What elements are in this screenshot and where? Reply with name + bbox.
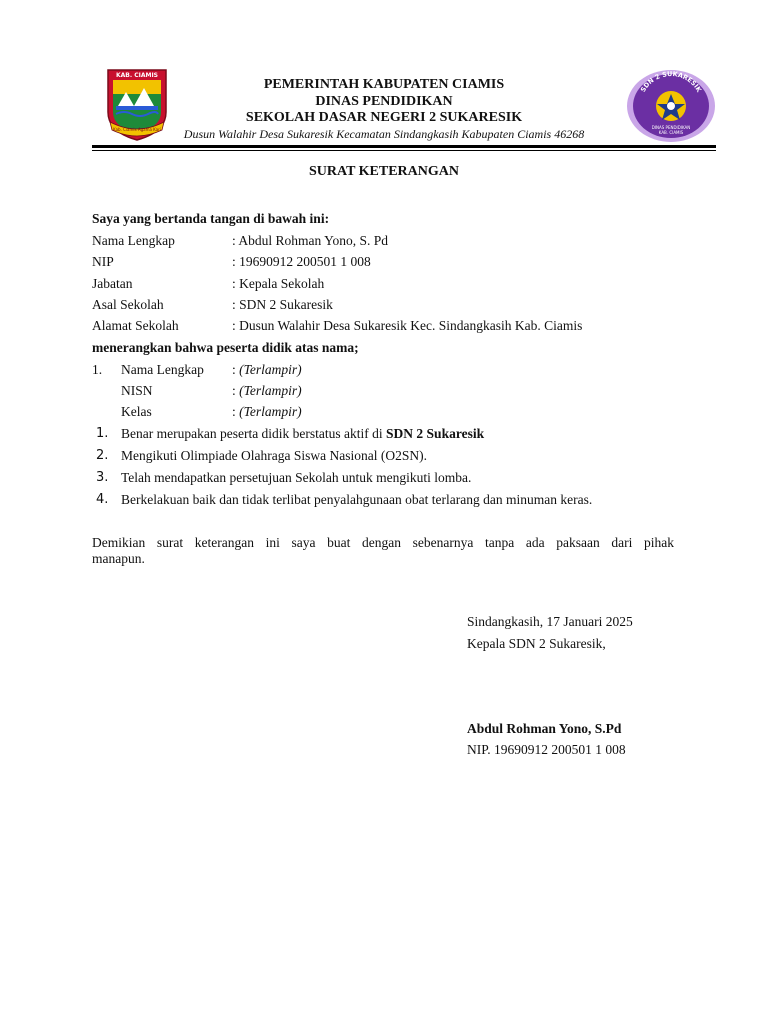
letterhead-department: DINAS PENDIDIKAN: [315, 94, 453, 109]
field-value-school-address: : Dusun Walahir Desa Sukaresik Kec. Sindangkasih Kab. Ciamis: [232, 318, 583, 333]
student-colon: :: [232, 383, 236, 398]
svg-text:DINAS PENDIDIKAN: DINAS PENDIDIKAN: [651, 125, 691, 130]
student-label-name: Nama Lengkap: [121, 362, 204, 377]
field-label-position: Jabatan: [92, 276, 133, 291]
letterhead-government: PEMERINTAH KABUPATEN CIAMIS: [263, 77, 505, 92]
svg-text:KAB. CIAMIS: KAB. CIAMIS: [658, 130, 684, 135]
student-label-nisn: NISN: [121, 383, 153, 398]
field-value-school: : SDN 2 Sukaresik: [232, 297, 333, 312]
signature-place-date: Sindangkasih, 17 Januari 2025: [467, 614, 633, 629]
document-title: SURAT KETERANGAN: [308, 164, 459, 179]
field-value-name: : Abdul Rohman Yono, S. Pd: [232, 233, 389, 248]
student-value-class: [232, 404, 302, 420]
svg-text:KAB. CIAMIS: KAB. CIAMIS: [115, 72, 159, 79]
signature-nip: NIP. 19690912 200501 1 008: [467, 742, 626, 757]
student-number: 1.: [92, 362, 103, 377]
point-text-2: Mengikuti Olimpiade Olahraga Siswa Nasional (O2SN).: [121, 448, 427, 463]
student-label-class: Kelas: [121, 404, 152, 419]
field-value-position: : Kepala Sekolah: [232, 276, 325, 291]
student-value-name: [232, 362, 302, 378]
intro-line: Saya yang bertanda tangan di bawah ini:: [92, 211, 330, 226]
letterhead-school-name: SEKOLAH DASAR NEGERI 2 SUKARESIK: [245, 110, 523, 125]
header-divider-thick: [92, 145, 716, 148]
point-text-4: Berkelakuan baik dan tidak terlibat penyalahgunaan obat terlarang dan minuman keras.: [121, 492, 593, 507]
svg-text:SDN 2 SUKARESIK: SDN 2 SUKARESIK: [638, 69, 704, 94]
student-value-name-text: (Terlampir): [239, 362, 302, 377]
field-label-school: Asal Sekolah: [92, 297, 164, 312]
student-colon: :: [232, 404, 236, 419]
student-value-nisn: [232, 383, 302, 399]
point-number-1: 1.: [96, 426, 109, 441]
field-label-nip: NIP: [92, 254, 114, 269]
letterhead-address: Dusun Walahir Desa Sukaresik Kecamatan Sindangkasih Kabupaten Ciamis 46268: [183, 127, 585, 141]
point-text-1: [121, 426, 484, 442]
field-label-name: Nama Lengkap: [92, 233, 175, 248]
signature-name: Abdul Rohman Yono, S.Pd: [467, 721, 622, 736]
point-text-1-school: SDN 2 Sukaresik: [386, 426, 485, 441]
header-divider-thin: [92, 150, 716, 151]
student-value-class-text: (Terlampir): [239, 404, 302, 419]
closing-line-1: Demikian surat keterangan ini saya buat dengan sebenarnya tanpa ada paksaan dari pihak: [92, 535, 674, 550]
closing-line-2: manapun.: [92, 551, 145, 566]
field-value-nip: : 19690912 200501 1 008: [232, 254, 371, 269]
point-number-2: 2.: [96, 448, 109, 463]
point-number-3: 3.: [96, 470, 109, 485]
field-label-school-address: Alamat Sekolah: [92, 318, 179, 333]
student-colon: :: [232, 362, 236, 377]
point-text-1-main: Benar merupakan peserta didik berstatus aktif di: [121, 426, 387, 441]
svg-text:Kab. Ciamis Agama Kari: Kab. Ciamis Agama Kari: [113, 127, 161, 132]
sdn-sukaresik-logo: [625, 68, 717, 144]
signature-position: Kepala SDN 2 Sukaresik,: [467, 636, 606, 651]
point-text-3: Telah mendapatkan persetujuan Sekolah untuk mengikuti lomba.: [121, 470, 472, 485]
point-number-4: 4.: [96, 492, 109, 507]
student-value-nisn-text: (Terlampir): [239, 383, 302, 398]
statement-line: menerangkan bahwa peserta didik atas nama;: [92, 340, 359, 355]
